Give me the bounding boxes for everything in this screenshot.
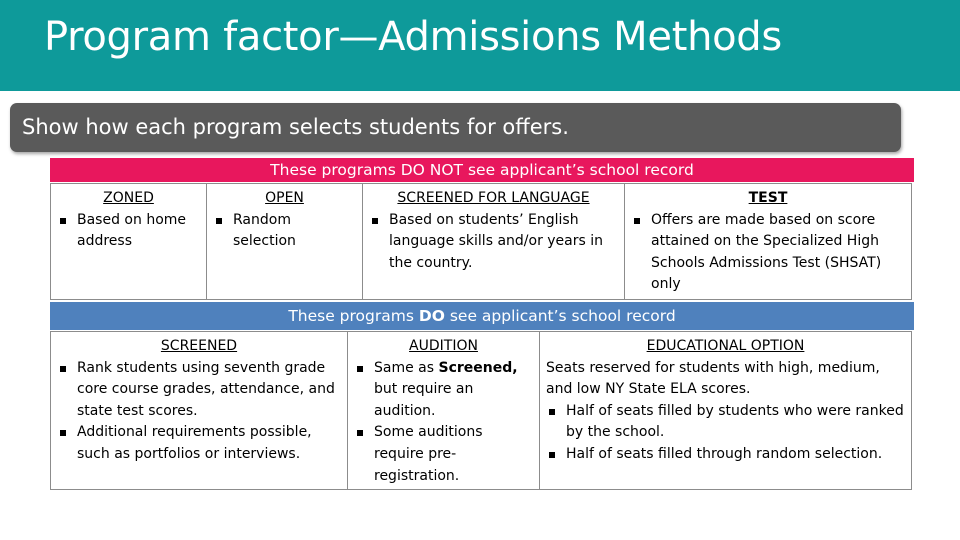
- method-heading: EDUCATIONAL OPTION: [646, 338, 805, 354]
- bullet-list: [369, 210, 618, 275]
- bullet-list: [57, 210, 200, 253]
- bullet-text: Same as: [374, 359, 439, 376]
- bullet-item: Random selection: [213, 210, 356, 253]
- bullet-item: [354, 358, 533, 423]
- bullet-list: [213, 210, 356, 253]
- bullet-item: Additional requirements possible, such as portfolios or interviews.: [57, 422, 341, 465]
- subtitle-banner: Show how each program selects students for offers.: [10, 103, 901, 152]
- bullet-list: [631, 210, 905, 296]
- method-educational-option: [539, 332, 911, 489]
- record-band-emphasis: DO: [418, 307, 445, 325]
- no-record-methods-table: [50, 183, 912, 300]
- bullet-list: [546, 401, 905, 466]
- method-heading: SCREENED: [160, 338, 238, 354]
- record-band: [50, 302, 914, 330]
- bullet-item: Rank students using seventh grade core course grades, attendance, and state test scores.: [57, 358, 341, 423]
- bullet-text: but require an audition.: [374, 381, 474, 419]
- bullet-item: Half of seats filled by students who were ranked by the school.: [546, 401, 905, 444]
- title-bar: [0, 0, 960, 91]
- bullet-list: [354, 358, 533, 488]
- bullet-item: Based on home address: [57, 210, 200, 253]
- record-methods-table: [50, 331, 912, 490]
- record-band-after: see applicant’s school record: [444, 307, 676, 325]
- method-screened-for-language: [362, 184, 624, 299]
- method-heading: TEST: [748, 190, 788, 206]
- method-audition: [347, 332, 539, 489]
- method-heading: ZONED: [103, 190, 154, 206]
- method-test: [624, 184, 911, 299]
- bullet-item: Based on students’ English language skills and/or years in the country.: [369, 210, 618, 275]
- bullet-item: Half of seats filled through random selection.: [546, 444, 905, 466]
- no-record-band: These programs DO NOT see applicant’s school record: [50, 158, 914, 182]
- page-title: Program factor—Admissions Methods: [44, 14, 782, 60]
- method-zoned: [51, 184, 206, 299]
- method-open: [206, 184, 362, 299]
- bullet-emphasis: Screened,: [438, 359, 518, 376]
- method-heading: AUDITION: [409, 338, 478, 354]
- method-heading: OPEN: [265, 190, 304, 206]
- intro-text: Seats reserved for students with high, medium, and low NY State ELA scores.: [546, 359, 880, 398]
- method-heading: SCREENED FOR LANGUAGE: [397, 190, 590, 206]
- bullet-item: Offers are made based on score attained on the Specialized High Schools Admissions Test (SHSAT) only: [631, 210, 905, 296]
- method-screened: [51, 332, 347, 489]
- bullet-list: [57, 358, 341, 466]
- record-band-before: These programs: [288, 307, 419, 325]
- bullet-item: Some auditions require pre-registration.: [354, 422, 533, 487]
